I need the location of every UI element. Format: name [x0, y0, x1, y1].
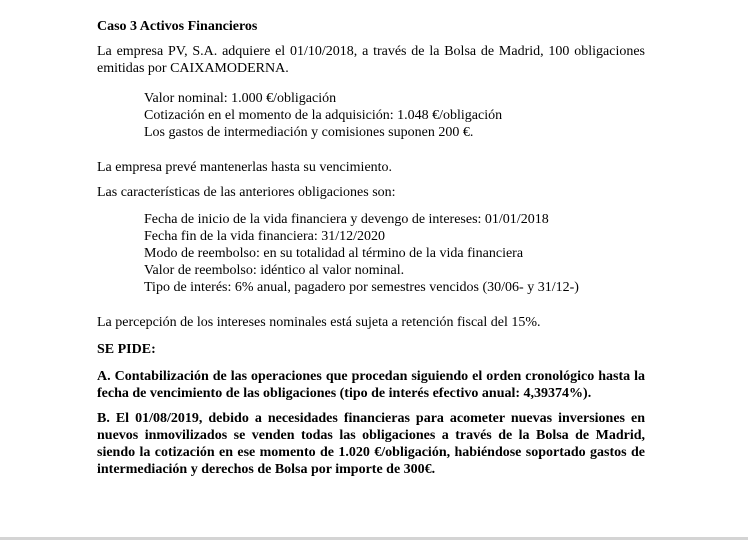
characteristic-item: Tipo de interés: 6% anual, pagadero por semestres vencidos (30/06- y 31/12-) — [144, 280, 579, 295]
requirements-heading: SE PIDE: — [97, 342, 156, 357]
characteristics-heading: Las características de las anteriores obligaciones son: — [97, 185, 396, 200]
intro-paragraph: La empresa PV, S.A. adquiere el 01/10/2018, a través de la Bolsa de Madrid, 100 obligaciones emitidas por CAIXAMODERNA. — [97, 44, 645, 76]
characteristic-item: Valor de reembolso: idéntico al valor nominal. — [144, 263, 405, 278]
characteristic-item: Modo de reembolso: en su totalidad al término de la vida financiera — [144, 246, 524, 261]
acquisition-detail-item: Los gastos de intermediación y comisiones suponen 200 €. — [144, 125, 474, 140]
intention-paragraph: La empresa prevé mantenerlas hasta su vencimiento. — [97, 160, 393, 175]
requirement-a: A. Contabilización de las operaciones que procedan siguiendo el orden cronológico hasta la fecha de vencimiento de las obligaciones (tipo de interés efectivo anual: 4,39374%). — [97, 369, 645, 401]
characteristic-item: Fecha de inicio de la vida financiera y devengo de intereses: 01/01/2018 — [144, 212, 549, 227]
document-content — [97, 18, 645, 486]
acquisition-details-list — [144, 90, 645, 141]
requirement-b: B. El 01/08/2019, debido a necesidades financieras para acometer nuevas inversiones en nuevos inmovilizados se venden todas las obligaciones a través de la Bolsa de Madrid, siendo la cotización en ese momento de 1.020 €/obligación, habiéndose soportado gastos de intermediación y derechos de Bolsa por importe de 300€. — [97, 411, 645, 477]
characteristic-item: Fecha fin de la vida financiera: 31/12/2020 — [144, 229, 386, 244]
acquisition-detail-item: Valor nominal: 1.000 €/obligación — [144, 91, 337, 106]
acquisition-detail-item: Cotización en el momento de la adquisición: 1.048 €/obligación — [144, 108, 503, 123]
tax-note-paragraph: La percepción de los intereses nominales está sujeta a retención fiscal del 15%. — [97, 315, 541, 330]
characteristics-list — [144, 211, 645, 296]
document-title: Caso 3 Activos Financieros — [97, 19, 258, 34]
